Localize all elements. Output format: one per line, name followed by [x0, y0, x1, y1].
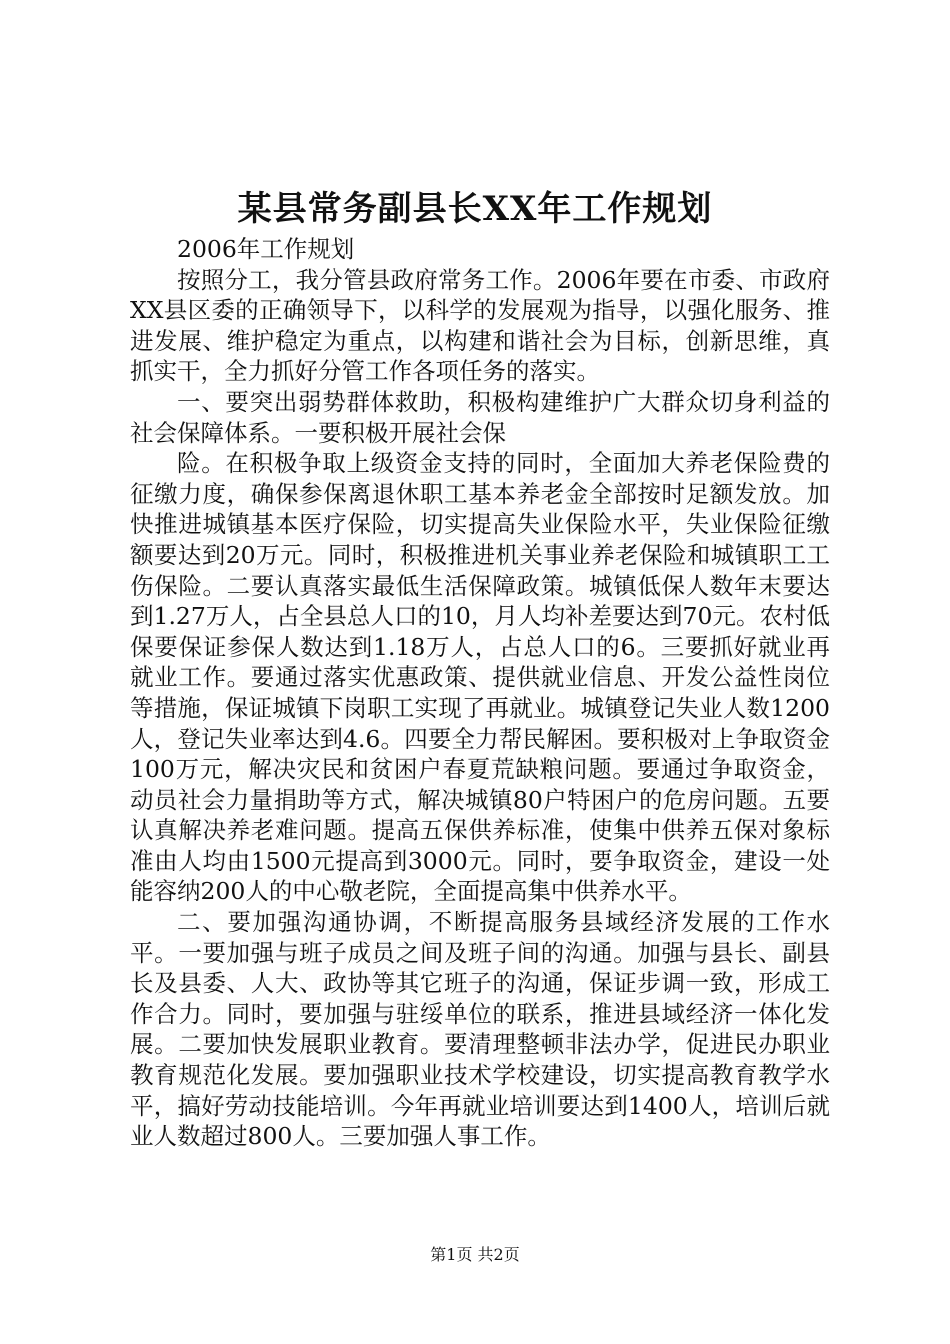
paragraph-subtitle: 2006年工作规划	[177, 235, 355, 263]
page-footer: 第1页 共2页	[430, 1245, 520, 1264]
paragraph-section-two: 二、要加强沟通协调，不断提高服务县域经济发展的工作水平。一要加强与班子成员之间及班子间的沟通。加强与县长、副县长及县委、人大、政协等其它班子的沟通，保证步调一致，形成工作合力。同时，要加强与驻绥单位的联系，推进县域经济一体化发展。二要加快发展职业教育。要清理整顿非法办学，促进民办职业教育规范化发展。要加强职业技术学校建设，切实提高教育教学水平，搞好劳动技能培训。今年再就业培训要达到1400人，培训后就业人数超过800人。三要加强人事工作。	[130, 908, 830, 1151]
paragraph-section-one-body: 险。在积极争取上级资金支持的同时，全面加大养老保险费的征缴力度，确保参保离退休职工基本养老金全部按时足额发放。加快推进城镇基本医疗保险，切实提高失业保险水平，失业保险征缴额要达到20万元。同时，积极推进机关事业养老保险和城镇职工工伤保险。二要认真落实最低生活保障政策。城镇低保人数年末要达到1.27万人，占全县总人口的10，月人均补差要达到70元。农村低保要保证参保人数达到1.18万人，占总人口的6。三要抓好就业再就业工作。要通过落实优惠政策、提供就业信息、开发公益性岗位等措施，保证城镇下岗职工实现了再就业。城镇登记失业人数1200人，登记失业率达到4.6。四要全力帮民解困。要积极对上争取资金100万元，解决灾民和贫困户春夏荒缺粮问题。要通过争取资金，动员社会力量捐助等方式，解决城镇80户特困户的危房问题。五要认真解决养老难问题。提高五保供养标准，使集中供养五保对象标准由人均由1500元提高到3000元。同时，要争取资金，建设一处能容纳200人的中心敬老院，全面提高集中供养水平。	[130, 449, 830, 906]
document-body	[130, 234, 830, 1152]
paragraph-intro: 按照分工，我分管县政府常务工作。2006年要在市委、市政府XX县区委的正确领导下，以科学的发展观为指导，以强化服务、推进发展、维护稳定为重点，以构建和谐社会为目标，创新思维，真抓实干，全力抓好分管工作各项任务的落实。	[130, 265, 830, 386]
paragraph-section-one-heading: 一、要突出弱势群体救助，积极构建维护广大群众切身利益的社会保障体系。一要积极开展社会保	[130, 387, 830, 447]
document-title: 某县常务副县长XX年工作规划	[237, 189, 713, 229]
